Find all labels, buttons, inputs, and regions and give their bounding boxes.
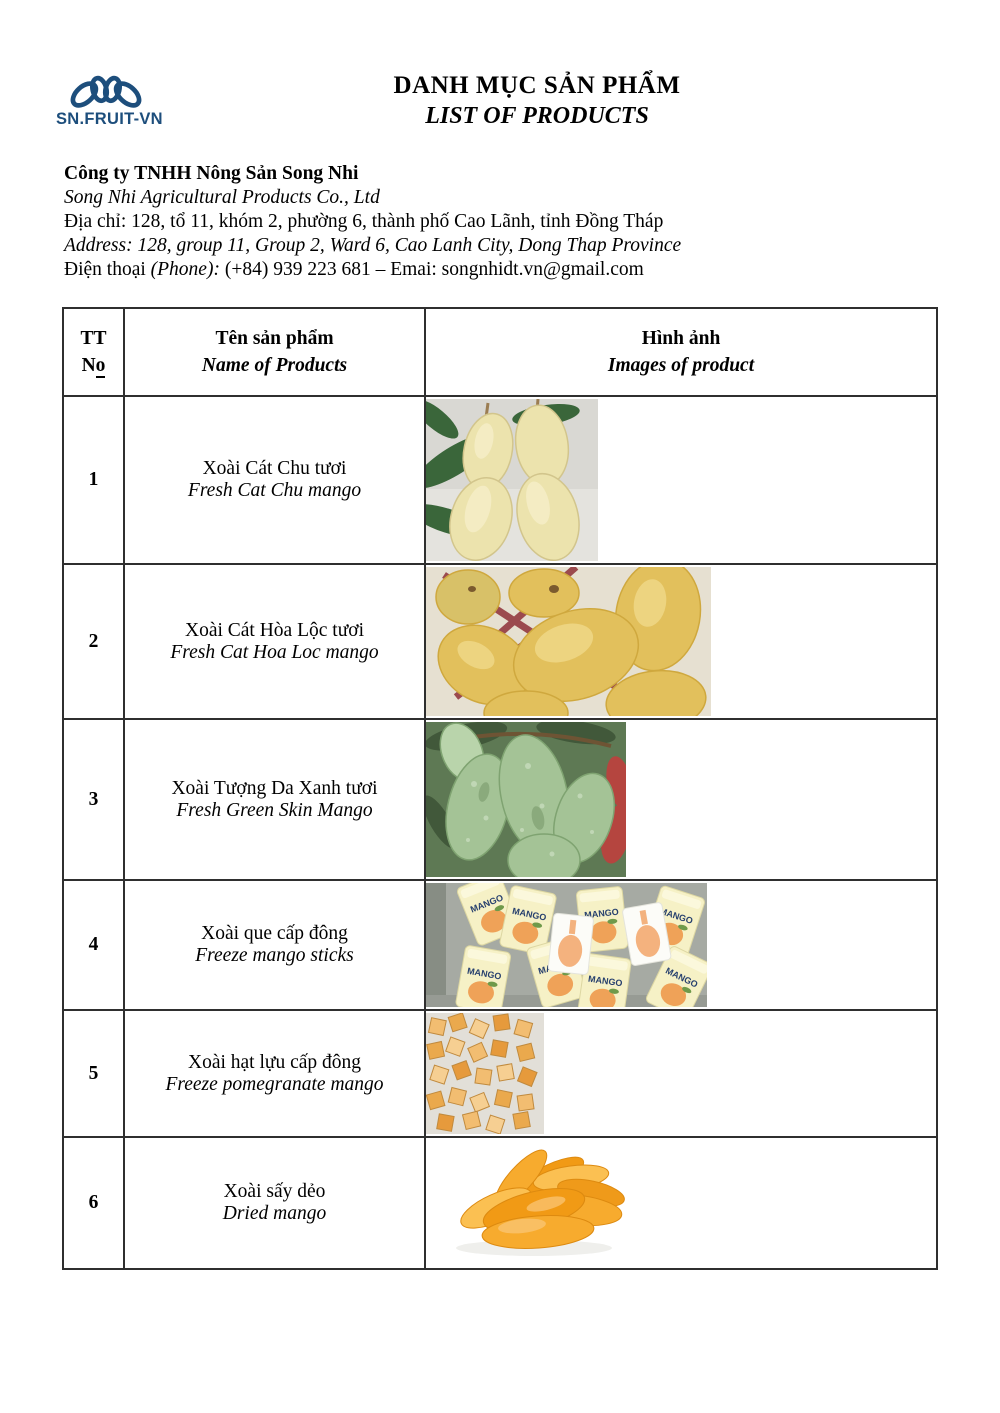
table-header-row bbox=[63, 308, 937, 396]
phone-label-en: (Phone): bbox=[150, 259, 220, 280]
header-name-vi: Tên sản phẩm bbox=[215, 328, 334, 349]
header-no bbox=[63, 308, 124, 396]
row-number: 3 bbox=[63, 719, 124, 880]
product-image-cell bbox=[425, 564, 937, 719]
company-address-en: Address: 128, group 11, Group 2, Ward 6, Cao Lanh City, Dong Thap Province bbox=[64, 235, 682, 256]
table-row bbox=[63, 564, 937, 719]
table-row bbox=[63, 1010, 937, 1137]
product-name-cell bbox=[124, 1010, 425, 1137]
product-name-cell bbox=[124, 564, 425, 719]
row-number: 2 bbox=[63, 564, 124, 719]
phone-label-vi: Điện thoại bbox=[64, 259, 151, 280]
product-name-en: Freeze mango sticks bbox=[195, 945, 354, 966]
title-english: LIST OF PRODUCTS bbox=[425, 103, 649, 129]
product-name-vi: Xoài que cấp đông bbox=[201, 923, 348, 944]
header-no-tt: TT bbox=[80, 328, 107, 349]
product-image-cell bbox=[425, 880, 937, 1010]
product-name-cell bbox=[124, 1137, 425, 1269]
product-name-en: Fresh Cat Chu mango bbox=[187, 480, 362, 501]
product-image-cell bbox=[425, 1010, 937, 1137]
product-name-vi: Xoài sấy dẻo bbox=[223, 1181, 326, 1202]
company-address-vi: Địa chỉ: 128, tổ 11, khóm 2, phường 6, thành phố Cao Lãnh, tỉnh Đồng Tháp bbox=[64, 211, 664, 232]
phone-and-email: (+84) 939 223 681 – Emai: songnhidt.vn@gmail.com bbox=[219, 259, 644, 280]
header-no-o-underlined: o bbox=[95, 355, 106, 376]
dried-mango-photo bbox=[426, 1148, 936, 1258]
header-name bbox=[124, 308, 425, 396]
row-number: 6 bbox=[63, 1137, 124, 1269]
green-skin-mango-illustration bbox=[426, 722, 626, 877]
header-image-en: Images of product bbox=[607, 355, 755, 376]
product-name-vi: Xoài Tượng Da Xanh tươi bbox=[171, 777, 378, 799]
row-number: 1 bbox=[63, 396, 124, 564]
table-row bbox=[63, 396, 937, 564]
freeze-mango-sticks-photo bbox=[426, 883, 936, 1007]
product-name-vi: Xoài hạt lựu cấp đông bbox=[187, 1051, 362, 1073]
logo-text: SN.FRUIT-VN bbox=[56, 110, 163, 128]
product-name-cell bbox=[124, 880, 425, 1010]
row-number: 4 bbox=[63, 880, 124, 1010]
company-phone-line bbox=[64, 258, 681, 282]
header-name-en: Name of Products bbox=[201, 355, 348, 376]
fresh-cat-chu-mango-illustration bbox=[426, 399, 598, 561]
product-name-en: Fresh Cat Hoa Loc mango bbox=[170, 641, 379, 663]
company-name-en: Song Nhi Agricultural Products Co., Ltd bbox=[64, 187, 380, 208]
product-image-cell bbox=[425, 396, 937, 564]
title-vietnamese: DANH MỤC SẢN PHẨM bbox=[393, 72, 681, 99]
green-skin-mango-photo bbox=[426, 722, 936, 877]
dried-mango-illustration bbox=[426, 1148, 636, 1258]
document-title bbox=[0, 72, 1000, 130]
company-name-vi: Công ty TNHH Nông Sản Song Nhi bbox=[64, 163, 359, 184]
cat-hoa-loc-mango-illustration bbox=[426, 567, 711, 716]
table-row bbox=[63, 719, 937, 880]
product-image-cell bbox=[425, 719, 937, 880]
product-name-cell bbox=[124, 396, 425, 564]
table-row bbox=[63, 1137, 937, 1269]
header-image-vi: Hình ảnh bbox=[641, 328, 721, 349]
header-no-n: N bbox=[81, 355, 96, 376]
fresh-cat-chu-mango-photo bbox=[426, 399, 936, 561]
product-name-vi: Xoài Cát Chu tươi bbox=[202, 458, 347, 479]
company-info bbox=[64, 162, 681, 282]
freeze-pomegranate-mango-photo bbox=[426, 1013, 936, 1134]
products-table bbox=[62, 307, 938, 1270]
product-name-cell bbox=[124, 719, 425, 880]
product-image-cell bbox=[425, 1137, 937, 1269]
product-name-vi: Xoài Cát Hòa Lộc tươi bbox=[184, 619, 364, 641]
cat-hoa-loc-mango-photo bbox=[426, 567, 936, 716]
mango-cubes-illustration bbox=[426, 1013, 544, 1134]
row-number: 5 bbox=[63, 1010, 124, 1137]
header-image bbox=[425, 308, 937, 396]
product-name-en: Freeze pomegranate mango bbox=[165, 1073, 384, 1095]
freeze-mango-sticks-illustration bbox=[426, 883, 707, 1007]
product-name-en: Dried mango bbox=[222, 1203, 327, 1224]
product-name-en: Fresh Green Skin Mango bbox=[176, 799, 373, 821]
table-row bbox=[63, 880, 937, 1010]
